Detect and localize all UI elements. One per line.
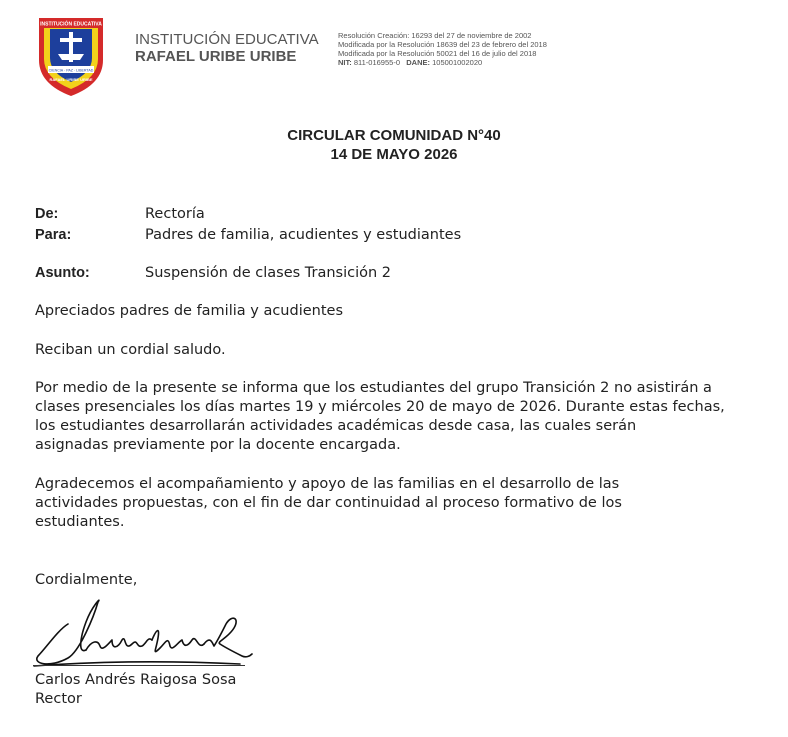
school-crest-logo	[36, 12, 106, 98]
subject-value: Suspensión de clases Transición 2	[145, 265, 392, 281]
from-value: Rectoría	[145, 206, 205, 222]
closing: Cordialmente,	[35, 572, 138, 588]
resolution-line: Modificada por la Resolución 50021 del 16 de julio del 2018	[338, 49, 537, 58]
from-label: De:	[35, 206, 59, 222]
nit-value: 811-016955-0	[353, 58, 400, 67]
paragraph-line: clases presenciales los días martes 19 y miércoles 20 de mayo de 2026. Durante estas fechas,	[35, 399, 725, 415]
nit-label: NIT:	[338, 58, 352, 67]
institution-name	[135, 31, 319, 65]
resolution-line: Modificada por la Resolución 18639 del 23 de febrero del 2018	[338, 40, 547, 49]
paragraph-line: estudiantes.	[35, 514, 125, 530]
paragraph-line: Por medio de la presente se informa que los estudiantes del grupo Transición 2 no asistirán a	[35, 380, 712, 396]
circular-heading	[0, 126, 788, 164]
paragraph-line: actividades propuestas, con el fin de dar continuidad al proceso formativo de los	[35, 495, 622, 511]
from-row	[35, 205, 205, 224]
subject-row	[35, 264, 391, 283]
circular-title: CIRCULAR COMUNIDAD N°40	[287, 127, 501, 144]
body-paragraph-2	[35, 475, 765, 532]
paragraph-line: Agradecemos el acompañamiento y apoyo de las familias en el desarrollo de las	[35, 476, 620, 492]
logo-top-text: INSTITUCIÓN EDUCATIVA	[40, 21, 102, 28]
resolution-line: Resolución Creación: 16293 del 27 de noviembre de 2002	[338, 31, 532, 40]
logo-mid-text: CIENCIA · PAZ · LIBERTAD	[48, 68, 94, 73]
dane-label: DANE:	[406, 58, 431, 67]
salutation: Reciban un cordial saludo.	[35, 342, 226, 358]
paragraph-line: asignadas previamente por la docente encargada.	[35, 437, 401, 453]
to-label: Para:	[35, 227, 72, 243]
circular-date: 14 DE MAYO 2026	[330, 146, 458, 163]
dane-value: 105001002020	[432, 58, 483, 67]
signer-role: Rector	[35, 691, 82, 707]
body-paragraph-1	[35, 379, 765, 455]
greeting: Apreciados padres de familia y acudientes	[35, 303, 344, 319]
paragraph-line: los estudiantes desarrollarán actividades académicas desde casa, las cuales serán	[35, 418, 637, 434]
to-row	[35, 226, 461, 245]
resolutions-block	[338, 31, 547, 67]
institution-name-line2: RAFAEL URIBE URIBE	[135, 48, 297, 65]
logo-bottom-text: RAFAEL URIBE URIBE	[49, 77, 93, 82]
signer-name: Carlos Andrés Raigosa Sosa	[35, 672, 237, 688]
subject-label: Asunto:	[35, 265, 90, 281]
signature-line	[33, 665, 245, 666]
institution-name-line1: INSTITUCIÓN EDUCATIVA	[135, 31, 319, 48]
to-value: Padres de familia, acudientes y estudiantes	[145, 227, 462, 243]
nit-dane-line	[338, 58, 547, 67]
